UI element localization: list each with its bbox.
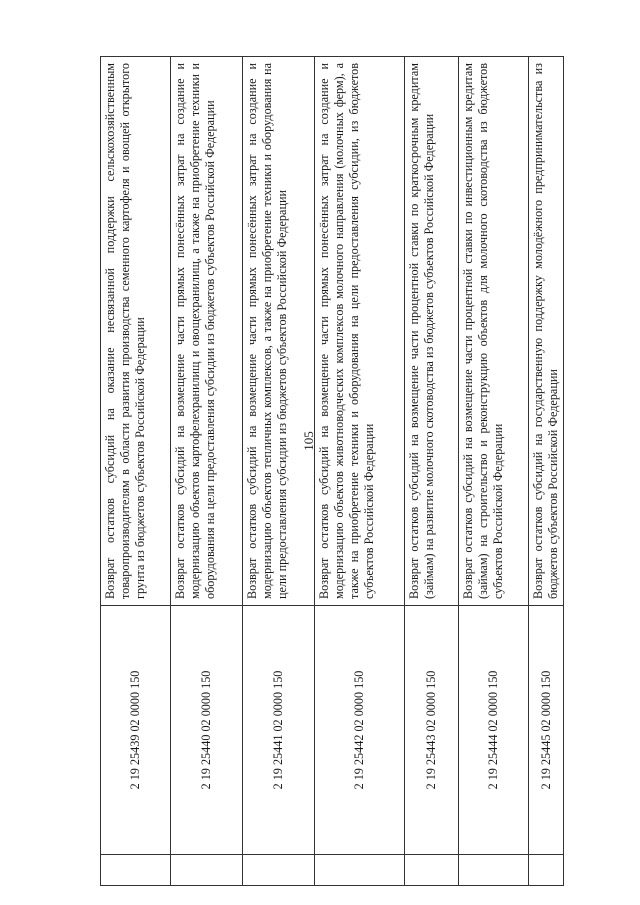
table-row <box>405 57 459 886</box>
code-cell: 2 19 25440 02 0000 150 <box>171 606 243 855</box>
description-cell: Возврат остатков субсидий на возмещение части прямых понесённых затрат на создание и модернизацию объектов картофелехранилищ и овощехранилищ, а также на приобретение техники и оборудования на цели предоставления субсидии из бюджетов субъектов Российской Федерации <box>171 57 243 606</box>
table-row <box>315 57 405 886</box>
code-cell: 2 19 25444 02 0000 150 <box>459 606 529 855</box>
empty-cell <box>243 855 315 886</box>
table-row <box>101 57 171 886</box>
description-cell: Возврат остатков субсидий на возмещение части прямых понесённых затрат на создание и модернизацию объектов тепличных комплексов, а также на приобретение техники и оборудования на цели предоставления субсидии из бюджетов субъектов Российской Федерации <box>243 57 315 606</box>
empty-cell <box>405 855 459 886</box>
table-row <box>171 57 243 886</box>
description-cell: Возврат остатков субсидий на возмещение части процентной ставки по инвестиционным кредитам (займам) на строительство и реконструкцию объектов для молочного скотоводства из бюджетов субъектов Российской Федерации <box>459 57 529 606</box>
code-cell: 2 19 25439 02 0000 150 <box>101 606 171 855</box>
description-cell: Возврат остатков субсидий на возмещение части процентной ставки по краткосрочным кредитам (займам) на развитие молочного скотоводства из бюджетов субъектов Российской Федерации <box>405 57 459 606</box>
empty-cell <box>101 855 171 886</box>
description-cell: Возврат остатков субсидий на возмещение части прямых понесённых затрат на создание и модернизацию объектов животноводческих комплексов молочного направления (молочных ферм), а также на приобретение техники и оборудования на цели предоставления субсидии, из бюджетов субъектов Российской Федерации <box>315 57 405 606</box>
page-number: 105 <box>301 431 316 451</box>
empty-cell <box>171 855 243 886</box>
empty-cell <box>315 855 405 886</box>
code-cell: 2 19 25442 02 0000 150 <box>315 606 405 855</box>
rotated-page <box>100 56 562 886</box>
empty-cell <box>459 855 529 886</box>
code-cell: 2 19 25445 02 0000 150 <box>529 606 564 855</box>
description-cell: Возврат остатков субсидий на государственную поддержку молодёжного предпринимательства из бюджетов субъектов Российской Федерации <box>529 57 564 606</box>
table-row <box>243 57 315 886</box>
budget-codes-table <box>100 56 564 886</box>
empty-cell <box>529 855 564 886</box>
code-cell: 2 19 25441 02 0000 150 <box>243 606 315 855</box>
table-row <box>529 57 564 886</box>
code-cell: 2 19 25443 02 0000 150 <box>405 606 459 855</box>
description-cell: Возврат остатков субсидий на оказание несвязанной поддержки сельскохозяйственным товаропроизводителям в области развития производства семенного картофеля и овощей открытого грунта из бюджетов субъектов Российской Федерации <box>101 57 171 606</box>
table-row <box>459 57 529 886</box>
